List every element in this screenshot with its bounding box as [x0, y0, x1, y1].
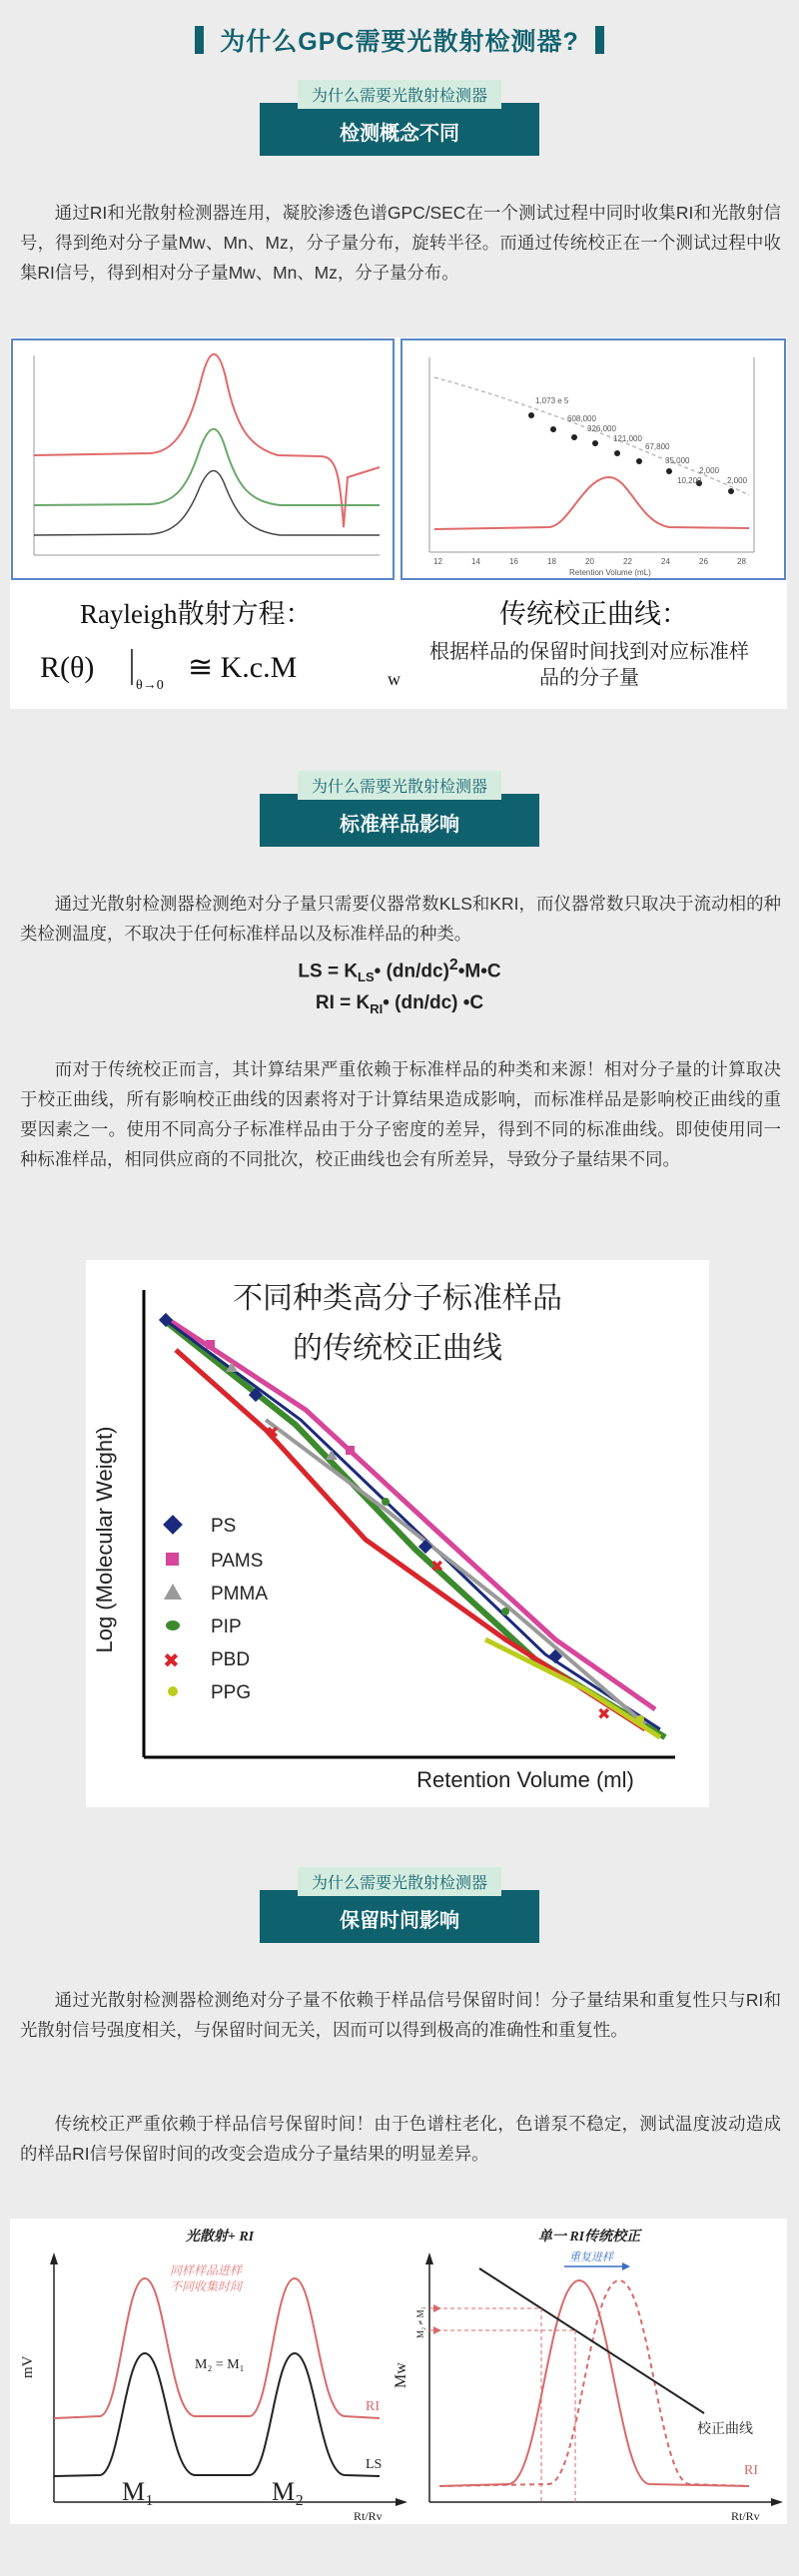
- rayleigh-label: Rayleigh散射方程：: [80, 599, 313, 629]
- section-header-3: [0, 1867, 799, 1943]
- calibration-point: [728, 488, 734, 494]
- section-tag: 为什么需要光散射检测器: [298, 1867, 501, 1896]
- x-tick-label: 20: [585, 557, 594, 566]
- formula-ri: [0, 992, 799, 1016]
- paragraph-traditional-retention: 传统校正严重依赖于样品信号保留时间！由于色谱柱老化，色谱泵不稳定，测试温度波动造成的样品RI信号保留时间的改变会造成分子量结果的明显差异。: [20, 2114, 781, 2164]
- section-header-2: [0, 771, 799, 847]
- calibration-line: [479, 2268, 704, 2413]
- right-x-label: Rt/Rv: [731, 2509, 760, 2523]
- left-equal-label: M₂ = M₁: [195, 2357, 245, 2372]
- calibration-point-label: 2,000: [727, 476, 748, 485]
- calibration-point-label: 608,000: [567, 414, 596, 423]
- calibration-description: 根据样品的保留时间找到对应标准样品的分子量: [429, 641, 749, 689]
- right-ri-label: RI: [744, 2463, 758, 2478]
- calibration-point-label: 67,800: [645, 442, 670, 451]
- calibration-point-label: 2,000: [699, 466, 720, 475]
- right-y-label: Mw: [393, 2362, 409, 2388]
- pbd-marker: ✖: [430, 1559, 444, 1576]
- formula-ls-part-b: • (dn/dc): [374, 961, 449, 982]
- pip-marker: [501, 1608, 509, 1615]
- formula-ri-part-a: RI = K: [315, 992, 371, 1013]
- legend-ps-label: PS: [211, 1516, 237, 1537]
- x-tick-label: 18: [547, 557, 556, 566]
- pbd-marker: ✖: [597, 1706, 611, 1723]
- x-tick-label: 12: [433, 557, 442, 566]
- calibration-point: [592, 440, 598, 446]
- fig2-title-line2: 的传统校正曲线: [293, 1332, 502, 1365]
- pams-marker: [206, 1340, 215, 1349]
- x-tick-label: 24: [661, 557, 670, 566]
- section-heading: 标准样品影响: [260, 794, 539, 847]
- right-y-label-2: M₂ ≠ M₁: [415, 2306, 425, 2338]
- paragraph-light-scattering-retention: 通过光散射检测器检测绝对分子量不依赖于样品信号保留时间！分子量结果和重复性只与RI和光散射信号强度相关，与保留时间无关，因而可以得到极高的准确性和重复性。: [20, 1990, 781, 2040]
- formula-ri-part-b: • (dn/dc) •C: [383, 992, 484, 1013]
- ppg-marker: [636, 1715, 644, 1723]
- formula-ls-sub: LS: [358, 969, 375, 985]
- legend-pbd-label: PBD: [211, 1649, 251, 1670]
- left-y-label: mV: [20, 2355, 36, 2378]
- left-x-arrow-icon: [396, 2498, 407, 2506]
- left-ri-curve: [54, 2278, 380, 2418]
- calibration-label: 传统校正曲线：: [499, 599, 688, 629]
- legend-pip-icon: [166, 1620, 180, 1630]
- legend-pams-icon: [166, 1553, 179, 1566]
- fig2-title-line1: 不同种类高分子标准样品: [233, 1282, 562, 1315]
- section-header-1: [0, 80, 799, 156]
- right-y-arrow-icon: [425, 2253, 433, 2264]
- shift-arrow-icon: [622, 2262, 630, 2270]
- x-tick-label: 14: [471, 557, 480, 566]
- left-note-line1: 同样样品进样: [170, 2263, 243, 2277]
- section-tag: 为什么需要光散射检测器: [298, 771, 501, 800]
- legend-pams-label: PAMS: [211, 1551, 264, 1572]
- left-note-line2: 不同收集时间: [170, 2279, 243, 2293]
- left-ri-label: RI: [366, 2399, 380, 2414]
- legend-pmma-label: PMMA: [211, 1584, 268, 1605]
- calibration-point-label: 121,000: [613, 434, 642, 443]
- x-tick-label: 16: [509, 557, 518, 566]
- x-tick-label: 28: [737, 557, 746, 566]
- article-title-row: [0, 22, 799, 58]
- paragraph-standard-constants: 通过光散射检测器检测绝对分子量只需要仪器常数KLS和KRI，而仪器常数只取决于流动相的种类检测温度，不取决于任何标准样品以及标准样品的种类。: [20, 894, 781, 944]
- calibration-point: [636, 458, 642, 464]
- right-ri-curve-2: [439, 2280, 749, 2486]
- paragraph-detection-concept: 通过RI和光散射检测器连用，凝胶渗透色谱GPC/SEC在一个测试过程中同时收集RI和光散射信号，得到绝对分子量Mw、Mn、Mz，分子量分布，旋转半径。而通过传统校正在一个测试过程中收集RI信号，得到相对分子量Mw、Mn、Mz，分子量分布。: [20, 203, 781, 283]
- figure-1-svg: [10, 337, 787, 709]
- rayleigh-eq-right: ≅ K.c.M: [188, 651, 298, 684]
- formula-ri-sub: RI: [370, 1000, 384, 1016]
- calibration-point: [666, 468, 672, 474]
- paragraph-traditional-calibration: 而对于传统校正而言，其计算结果严重依赖于标准样品的种类和来源！相对分子量的计算取决于校正曲线，所有影响校正曲线的因素将对于计算结果造成影响，而标准样品是影响校正曲线的重要因素之一。使用不同高分子标准样品由于分子密度的差异，得到不同的标准曲线。即使使用同一种标准样品，相同供应商的不同批次，校正曲线也会有所差异，导致分子量结果不同。: [20, 1059, 781, 1169]
- legend-pmma-icon: [164, 1584, 182, 1600]
- calibration-point: [528, 412, 534, 418]
- left-y-arrow-icon: [50, 2253, 58, 2264]
- formula-ls-sup: 2: [448, 957, 458, 973]
- right-calibration-frame: [401, 339, 785, 579]
- pams-marker: [346, 1446, 355, 1455]
- title-left-bar: [195, 26, 204, 54]
- rayleigh-eq-w: w: [388, 669, 400, 689]
- title-right-bar: [595, 26, 604, 54]
- marker-arrow-icon: [433, 2304, 441, 2312]
- rayleigh-eq-left: R(θ): [40, 651, 95, 684]
- marker-arrow-icon: [433, 2326, 441, 2334]
- legend: [163, 1515, 268, 1703]
- article-title: 为什么GPC需要光散射检测器?: [220, 28, 579, 56]
- right-ri-curve-1: [439, 2280, 749, 2486]
- section-tag: 为什么需要光散射检测器: [298, 80, 501, 109]
- calibration-point-label: 10,200: [677, 476, 702, 485]
- section-heading: 检测概念不同: [260, 103, 539, 156]
- calibration-point-label: 326,000: [587, 424, 616, 433]
- left-m1-label: M₁: [122, 2477, 155, 2506]
- figure-retention-comparison: [10, 2219, 787, 2524]
- rayleigh-eq-sub: θ→0: [136, 678, 164, 693]
- right-curve-label: 校正曲线: [697, 2422, 753, 2437]
- calibration-point: [550, 426, 556, 432]
- left-x-label: Rt/Rv: [354, 2509, 383, 2523]
- pip-marker: [382, 1498, 390, 1506]
- curve-pmma: [266, 1420, 645, 1724]
- legend-ppg-icon: [168, 1686, 178, 1696]
- legend-ppg-label: PPG: [211, 1682, 252, 1703]
- left-ls-label: LS: [366, 2457, 383, 2472]
- figure-3-svg: [10, 2219, 787, 2524]
- formula-ls-part-a: LS = K: [298, 961, 359, 982]
- right-note: 重复进样: [569, 2252, 613, 2263]
- figure-2-svg: [86, 1260, 709, 1807]
- right-x-arrow-icon: [771, 2498, 783, 2506]
- calibration-point: [614, 450, 620, 456]
- x-tick-label: 22: [623, 557, 632, 566]
- right-panel-title: 单一 RI传统校正: [537, 2230, 641, 2245]
- formula-ls-part-c: •M•C: [457, 961, 501, 982]
- legend-ps-icon: [163, 1515, 183, 1535]
- formula-ls: [0, 957, 799, 984]
- figure-calibration-curves: [86, 1260, 709, 1807]
- left-m2-label: M₂: [272, 2477, 305, 2506]
- legend-pbd-icon: ✖: [163, 1650, 180, 1672]
- x-axis-label: Retention Volume (ml): [416, 1767, 634, 1792]
- pbd-marker: ✖: [266, 1425, 280, 1442]
- calibration-point: [571, 434, 577, 440]
- y-axis-label: Log (Molecular Weight): [92, 1426, 117, 1653]
- legend-pip-label: PIP: [211, 1616, 242, 1637]
- figure-rayleigh-vs-calibration: [10, 337, 787, 709]
- right-x-axis-label: Retention Volume (mL): [569, 568, 651, 577]
- section-heading: 保留时间影响: [260, 1890, 539, 1943]
- left-panel-title: 光散射+ RI: [185, 2230, 255, 2245]
- x-tick-label: 26: [699, 557, 708, 566]
- calibration-point-label: 35,000: [665, 456, 690, 465]
- calibration-point-label: 1,073 e 5: [535, 396, 569, 405]
